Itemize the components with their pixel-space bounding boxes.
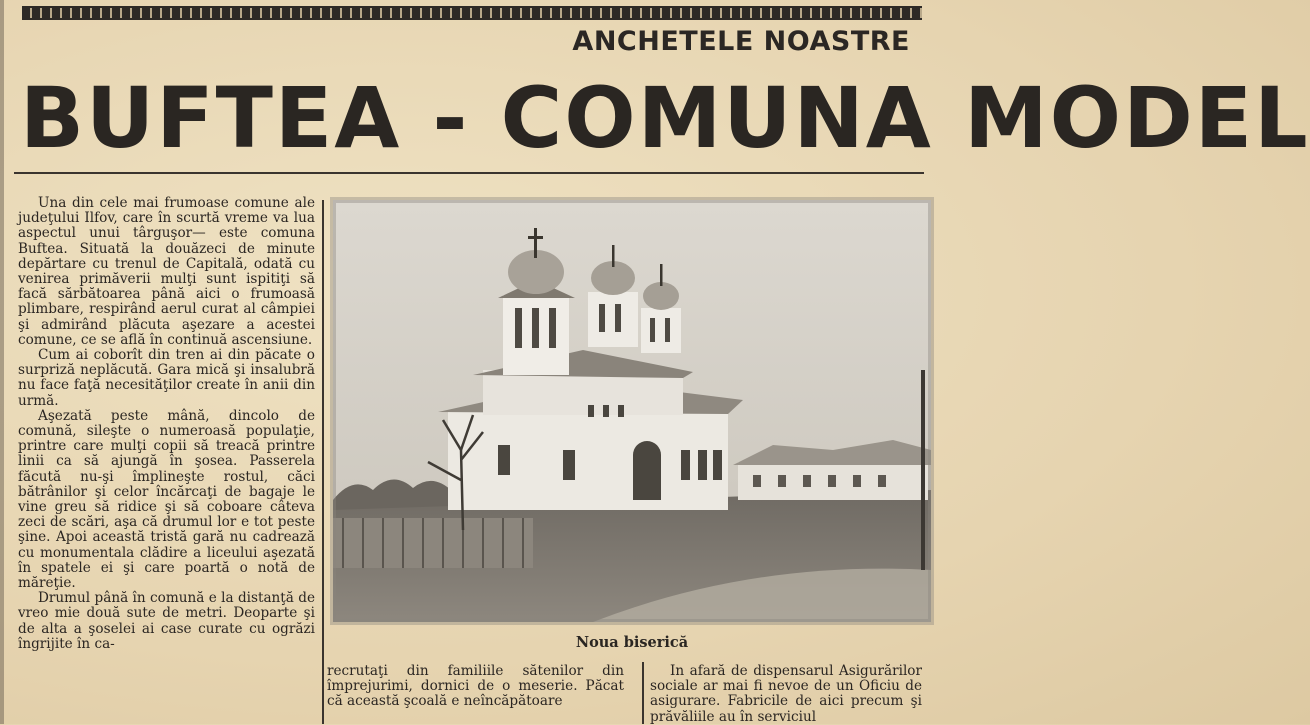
headline: BUFTEA - COMUNA MODEL [20,69,1310,167]
column-divider [322,200,324,724]
article-paragraph: recrutaţi din familiile sătenilor din împrejurimi, dornici de o meserie. Păcat că această şcoală e neîncăpătoare [327,663,624,710]
page-edge [0,0,4,724]
decorative-top-rule [22,6,922,20]
column-divider [642,662,644,724]
church-photo [333,200,931,622]
photo-caption: Noua biserică [575,634,689,651]
article-paragraph: Cum ai coborît din tren ai din păcate o surpriză neplăcută. Gara mică şi insalubră nu face faţă necesităţilor create în anii din urmă. [18,347,315,409]
church-photo-illustration [333,200,931,622]
section-rubric: ANCHETELE NOASTRE [572,26,910,57]
article-column-right [650,664,922,725]
article-column-middle [327,664,624,710]
headline-divider [14,172,924,174]
article-paragraph: Aşezată peste mână, dincolo de comună, sileşte o numeroasă populaţie, printre care mulţi copii să treacă printre linii ca să ajungă în şosea. Passerela făcută nu-şi împlineşte rostul, căci bătrânilor şi celor încărcaţi de bagaje le vine greu să ridice şi să coboare câteva zeci de scări, aşa că drumul lor e tot peste şine. Apoi această tristă gară nu cadrează cu monumentala clădire a liceului aşezată în spatele ei şi care poartă o notă de măreţie. [18,407,315,592]
article-column-left [18,196,315,652]
article-paragraph: Drumul până în comună e la distanţă de vreo mie două sute de metri. Deoparte şi de alta a şoselei ai case curate cu ogrăzi îngrijite în ca- [18,590,315,652]
article-paragraph: Una din cele mai frumoase comune ale judeţului Ilfov, care în scurtă vreme va lua aspectul unui târguşor— este comuna Buftea. Situată la douăzeci de minute depărtare cu trenul de Capitală, odată cu venirea primăverii mulţi sunt ispitiţi să facă sărbătoarea până aici o frumoasă plimbare, respirând aerul curat al câmpiei şi admirând plăcuta aşezare a acestei comune, ce se află în continuă ascensiune. [18,195,315,348]
article-paragraph: In afară de dispensarul Asigurărilor sociale ar mai fi nevoe de un Oficiu de asigurare. Fabricile de aici precum şi prăvăliile au în serviciul [650,663,922,725]
